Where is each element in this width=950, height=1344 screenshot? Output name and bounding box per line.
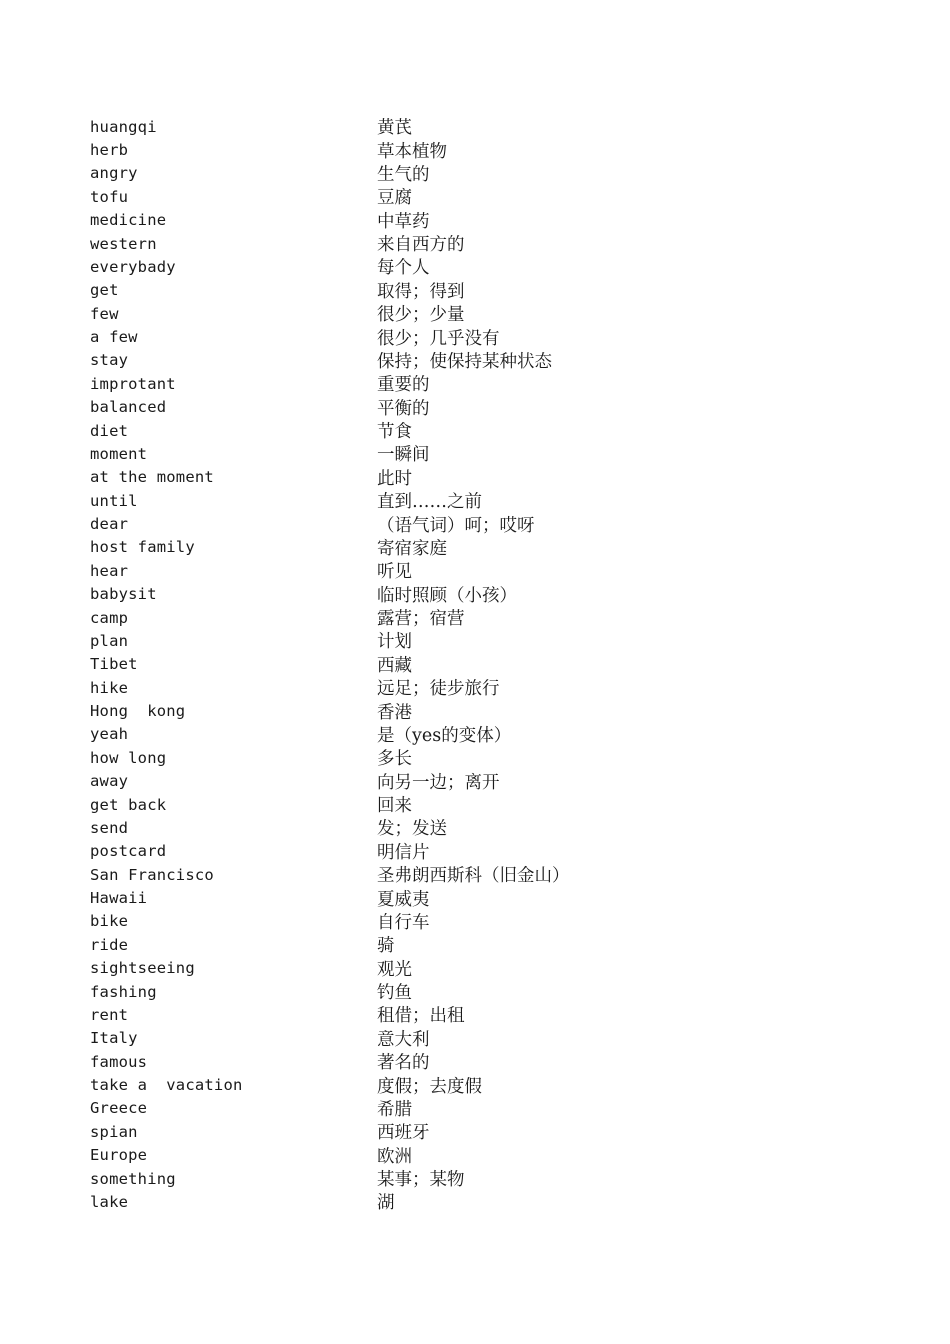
- english-word: bike: [90, 912, 129, 931]
- english-word: away: [90, 772, 129, 791]
- chinese-meaning: 此时: [377, 468, 412, 489]
- vocab-row: [90, 653, 890, 676]
- vocab-row: [90, 793, 890, 816]
- english-word: Hawaii: [90, 889, 148, 908]
- vocab-row: [90, 115, 890, 138]
- vocab-row: [90, 349, 890, 372]
- vocab-row: [90, 910, 890, 933]
- vocab-row: [90, 512, 890, 535]
- chinese-meaning: 租借；出租: [377, 1006, 465, 1027]
- chinese-meaning: 保持；使保持某种状态: [377, 351, 552, 372]
- vocab-row: [90, 723, 890, 746]
- chinese-meaning: 临时照顾（小孩）: [377, 585, 517, 606]
- english-word: fashing: [90, 982, 157, 1001]
- english-word: sightseeing: [90, 959, 195, 978]
- chinese-meaning: 很少；少量: [377, 305, 465, 326]
- english-word: angry: [90, 164, 138, 183]
- vocab-row: [90, 1097, 890, 1120]
- chinese-meaning: 发；发送: [377, 819, 447, 840]
- vocab-row: [90, 1050, 890, 1073]
- english-word: Europe: [90, 1146, 148, 1165]
- vocab-row: [90, 746, 890, 769]
- english-word: get: [90, 281, 119, 300]
- chinese-meaning: 中草药: [377, 211, 430, 232]
- vocab-row: [90, 1073, 890, 1096]
- chinese-meaning: 圣弗朗西斯科（旧金山）: [377, 866, 570, 887]
- vocabulary-list: [90, 115, 890, 1214]
- vocab-row: [90, 886, 890, 909]
- english-word: rent: [90, 1005, 129, 1024]
- chinese-meaning: 生气的: [377, 164, 430, 185]
- chinese-meaning: 香港: [377, 702, 412, 723]
- english-word: hear: [90, 561, 129, 580]
- chinese-meaning: 很少；几乎没有: [377, 328, 500, 349]
- chinese-meaning: 一瞬间: [377, 445, 430, 466]
- english-word: send: [90, 818, 129, 837]
- chinese-meaning: 黄芪: [377, 118, 412, 139]
- english-word: camp: [90, 608, 129, 627]
- chinese-meaning: 草本植物: [377, 141, 447, 162]
- vocab-row: [90, 863, 890, 886]
- vocab-row: [90, 559, 890, 582]
- chinese-meaning: 节食: [377, 422, 412, 443]
- vocab-row: [90, 279, 890, 302]
- chinese-meaning: 听见: [377, 562, 412, 583]
- vocab-row: [90, 255, 890, 278]
- english-word: San Francisco: [90, 865, 214, 884]
- english-word: medicine: [90, 211, 167, 230]
- vocab-row: [90, 372, 890, 395]
- chinese-meaning: 回来: [377, 796, 412, 817]
- vocab-row: [90, 325, 890, 348]
- chinese-meaning: 每个人: [377, 258, 430, 279]
- english-word: lake: [90, 1192, 129, 1211]
- vocab-row: [90, 442, 890, 465]
- english-word: dear: [90, 515, 129, 534]
- chinese-meaning: 骑: [377, 936, 395, 957]
- vocab-row: [90, 489, 890, 512]
- vocab-row: [90, 699, 890, 722]
- english-word: babysit: [90, 585, 157, 604]
- chinese-meaning: 西藏: [377, 655, 412, 676]
- vocab-row: [90, 606, 890, 629]
- vocab-row: [90, 1027, 890, 1050]
- chinese-meaning: 多长: [377, 749, 412, 770]
- english-word: famous: [90, 1052, 148, 1071]
- chinese-meaning: 寄宿家庭: [377, 538, 447, 559]
- vocab-row: [90, 466, 890, 489]
- english-word: everybady: [90, 257, 176, 276]
- vocab-row: [90, 629, 890, 652]
- english-word: something: [90, 1169, 176, 1188]
- english-word: Tibet: [90, 655, 138, 674]
- chinese-meaning: 自行车: [377, 912, 430, 933]
- chinese-meaning: 著名的: [377, 1053, 430, 1074]
- english-word: get back: [90, 795, 167, 814]
- vocab-row: [90, 980, 890, 1003]
- vocab-row: [90, 933, 890, 956]
- english-word: postcard: [90, 842, 167, 861]
- english-word: western: [90, 234, 157, 253]
- vocab-row: [90, 957, 890, 980]
- chinese-meaning: 远足；徒步旅行: [377, 679, 500, 700]
- vocab-row: [90, 232, 890, 255]
- english-word: huangqi: [90, 117, 157, 136]
- english-word: balanced: [90, 398, 167, 417]
- english-word: hike: [90, 678, 129, 697]
- chinese-meaning: 希腊: [377, 1099, 412, 1120]
- chinese-meaning: 明信片: [377, 842, 430, 863]
- chinese-meaning: 重要的: [377, 375, 430, 396]
- english-word: until: [90, 491, 138, 510]
- chinese-meaning: 露营；宿营: [377, 609, 465, 630]
- chinese-meaning: 直到……之前: [377, 492, 482, 513]
- english-word: Hong kong: [90, 702, 186, 721]
- english-word: diet: [90, 421, 129, 440]
- vocab-row: [90, 1190, 890, 1213]
- english-word: plan: [90, 631, 129, 650]
- chinese-meaning: （语气词）呵；哎呀: [377, 515, 535, 536]
- vocab-row: [90, 816, 890, 839]
- english-word: yeah: [90, 725, 129, 744]
- english-word: Greece: [90, 1099, 148, 1118]
- chinese-meaning: 是（yes的变体）: [377, 725, 512, 746]
- vocab-row: [90, 209, 890, 232]
- english-word: spian: [90, 1122, 138, 1141]
- vocab-row: [90, 185, 890, 208]
- english-word: ride: [90, 935, 129, 954]
- english-word: improtant: [90, 374, 176, 393]
- chinese-meaning: 观光: [377, 959, 412, 980]
- chinese-meaning: 豆腐: [377, 188, 412, 209]
- vocab-row: [90, 676, 890, 699]
- chinese-meaning: 某事；某物: [377, 1170, 465, 1191]
- english-word: take a vacation: [90, 1076, 243, 1095]
- english-word: a few: [90, 328, 138, 347]
- vocab-row: [90, 1167, 890, 1190]
- english-word: how long: [90, 748, 167, 767]
- chinese-meaning: 计划: [377, 632, 412, 653]
- english-word: tofu: [90, 187, 129, 206]
- vocab-row: [90, 840, 890, 863]
- vocab-row: [90, 162, 890, 185]
- vocab-row: [90, 770, 890, 793]
- vocab-row: [90, 138, 890, 161]
- chinese-meaning: 平衡的: [377, 398, 430, 419]
- chinese-meaning: 取得；得到: [377, 281, 465, 302]
- chinese-meaning: 度假；去度假: [377, 1076, 482, 1097]
- chinese-meaning: 西班牙: [377, 1123, 430, 1144]
- chinese-meaning: 钓鱼: [377, 983, 412, 1004]
- english-word: Italy: [90, 1029, 138, 1048]
- vocab-row: [90, 302, 890, 325]
- vocab-row: [90, 396, 890, 419]
- vocab-row: [90, 583, 890, 606]
- english-word: stay: [90, 351, 129, 370]
- chinese-meaning: 向另一边；离开: [377, 772, 500, 793]
- vocab-row: [90, 419, 890, 442]
- english-word: moment: [90, 444, 148, 463]
- vocab-row: [90, 1144, 890, 1167]
- english-word: host family: [90, 538, 195, 557]
- chinese-meaning: 来自西方的: [377, 235, 465, 256]
- vocab-row: [90, 536, 890, 559]
- chinese-meaning: 欧洲: [377, 1146, 412, 1167]
- english-word: herb: [90, 141, 129, 160]
- chinese-meaning: 夏威夷: [377, 889, 430, 910]
- vocab-row: [90, 1120, 890, 1143]
- english-word: at the moment: [90, 468, 214, 487]
- english-word: few: [90, 304, 119, 323]
- vocab-row: [90, 1003, 890, 1026]
- chinese-meaning: 意大利: [377, 1029, 430, 1050]
- chinese-meaning: 湖: [377, 1193, 395, 1214]
